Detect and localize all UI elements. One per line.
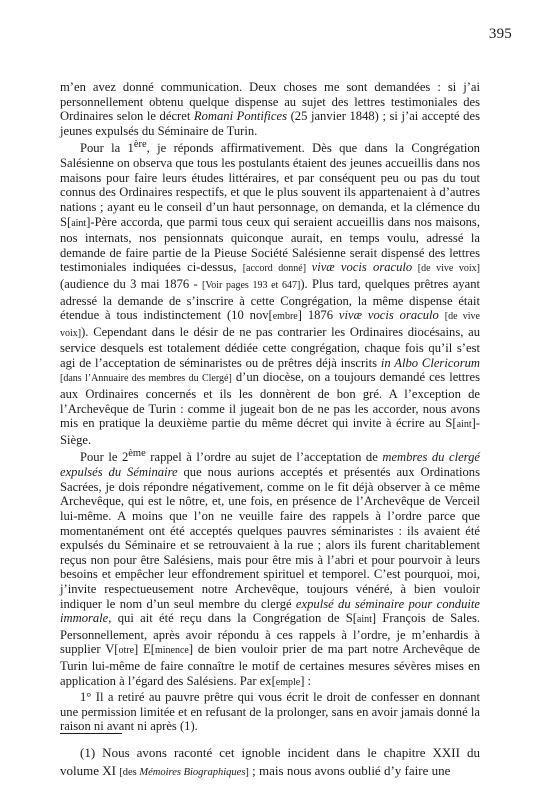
text-run: Pour le 2 — [80, 450, 129, 465]
body-text — [60, 80, 480, 734]
text-run: d’un diocèse, on a toujours demandé ces lettres aux Ordinaires concernés et ils les donnèrent de bon gré. A l’exception de l’Archevêque de Turin : comme il jugeait bon de ne pas les accorder, nous avons mis en pratique la deuxième partie du même décret qui invite à écrire au S[ — [60, 370, 480, 431]
editorial-insert: ] — [245, 767, 249, 778]
italic-text: vivæ vocis oraculo — [338, 308, 439, 323]
text-run: Pour la 1 — [80, 141, 134, 156]
text-run: ] 1876 — [297, 308, 339, 323]
superscript: ère — [133, 139, 147, 151]
italic-text: expulsé du séminaire pour conduite immorale — [60, 596, 480, 626]
italic-text: Romani Pontifices — [193, 109, 288, 124]
editorial-insert: [Voir pages 193 et 647] — [201, 279, 301, 291]
editorial-insert: embre — [272, 311, 298, 323]
superscript: ème — [128, 448, 146, 460]
footnote — [60, 744, 480, 782]
footnote-text — [60, 744, 480, 782]
text-run: ] E[ — [134, 642, 155, 657]
text-run: ]-Siège. — [60, 416, 480, 447]
text-run: , je réponds affirmativement. Dès que dans la Congrégation Salésienne on observa que tous les postulants étaient des jeunes accueillis dans nos maisons pour faire leurs études littéraires, et par conséquent peu ou pas du tout connus des Ordinaires respectifs, et que le plus souvent ils appartenaient à d’autres nations ; ayant eu le conseil d’un haut personnage, on demanda, et la clémence du S[ — [60, 141, 480, 229]
paragraph-p3 — [60, 447, 480, 690]
editorial-insert: [des — [119, 767, 140, 778]
text-run: ] François de Sales. Personnellement, après avoir répondu à ces rappels à l’ordre, je m’enhardis à supplier V[ — [60, 611, 480, 657]
text-run: ]-Père accorda, que parmi tous ceux qui seraient accueillis dans nos maisons, nos internats, nos pensionnats quiconque aurait, en temps voulu, adressé la demande de faire partie de la Pieuse Société Salésienne serait dispensé des lettres testimoniales indiquées ci-dessus, — [60, 214, 480, 275]
text-run: ; mais nous avons oublié d’y faire une — [248, 763, 451, 778]
footnote-divider — [60, 733, 122, 734]
paragraph-p4 — [60, 690, 480, 734]
text-run: 1° Il a retiré au pauvre prêtre qui vous écrit le droit de confesser en donnant une permission limitée et en refusant de la prolonger, sans en avoir jamais donné la raison ni avant ni après (1). — [60, 690, 480, 734]
text-run: m’en avez donné communication. Deux choses me sont demandées : si j’ai personnellement obtenu quelque dispense au sujet des lettres testimoniales des Ordinaires selon le décret — [60, 80, 480, 124]
text-run: , qui ait été reçu dans la Congrégation de S[ — [108, 611, 357, 626]
editorial-insert: aint — [356, 614, 372, 626]
editorial-insert: otre — [118, 645, 135, 657]
editorial-insert: [accord donné] — [242, 263, 312, 275]
text-run: ). Plus tard, quelques prêtres ayant adressé la demande de s’inscrire à cette Congrégation, la même dispense était étendue à tous indistinctement (10 nov[ — [60, 276, 480, 323]
editorial-insert: emple — [275, 676, 301, 688]
editorial-insert: [de vive voix] — [60, 311, 480, 339]
text-run: (1) Nous avons raconté cet ignoble incident dans le chapitre XXII du volume XI — [60, 745, 480, 778]
text-run: (audience du 3 mai 1876 - — [60, 276, 202, 291]
paragraph-p2 — [60, 138, 480, 447]
text-run: rappel à l’ordre au sujet de l’acceptation de — [145, 450, 383, 465]
paragraph-p1 — [60, 80, 480, 138]
editorial-insert: minence — [154, 645, 189, 657]
page-number: 395 — [488, 26, 512, 42]
editorial-insert: aint — [456, 419, 472, 431]
editorial-insert: aint — [71, 217, 87, 229]
text-run: ). Cependant dans le désir de ne pas contrarier les Ordinaires diocésains, au service desquels est totalement dédiée cette congrégation, chaque fois qu’il s’est agi de l’acceptation de séminaristes ou de prêtres déjà inscrits — [60, 324, 480, 370]
text-run: que nous aurions acceptés et présentés aux Ordinations Sacrées, je dois répondre négativement, comme on le fit déjà observer à ce même Archevêque, qui est le nôtre, et, une fois, en présence de l’Archevêque de Verceil lui-même. A moins que l’on ne veuille faire des rappels à l’ordre parce que momentanément ont été acceptés quelques pauvres séminaristes : ils avaient été expulsés du Séminaire et se retrouvaient à la rue ; alors ils furent charitablement reçus non pour être Salésiens, mais pour être mis à l’abri et pour pourvoir à leurs besoins et empêcher leur effondrement spirituel et temporel. C’est pourquoi, moi, j’invite respectueusement notre Archevêque, toujours vénéré, à bien vouloir indiquer le nom d’un seul membre du clergé — [60, 465, 480, 611]
text-run: (25 janvier 1848) ; si j’ai accepté des jeunes expulsés du Séminaire de Turin. — [60, 109, 480, 138]
italic-text: in Albo Clericorum — [380, 355, 480, 370]
editorial-insert: [dans l’Annuaire des membres du Clergé] — [60, 373, 232, 385]
editorial-insert: [de vive voix] — [412, 263, 481, 275]
italic-text: membres du clergé expulsés du Séminaire — [60, 450, 480, 480]
italic-text: Mémoires Biographiques — [139, 767, 246, 778]
italic-text: vivæ vocis oraculo — [311, 260, 413, 275]
text-run: ] de bien vouloir prier de ma part notre Archevêque de Turin lui-même de faire connaître le motif de certaines mesures sévères mises en application à l’égard des Salésiens. Par ex[ — [60, 642, 480, 688]
text-run: ] : — [300, 673, 312, 688]
